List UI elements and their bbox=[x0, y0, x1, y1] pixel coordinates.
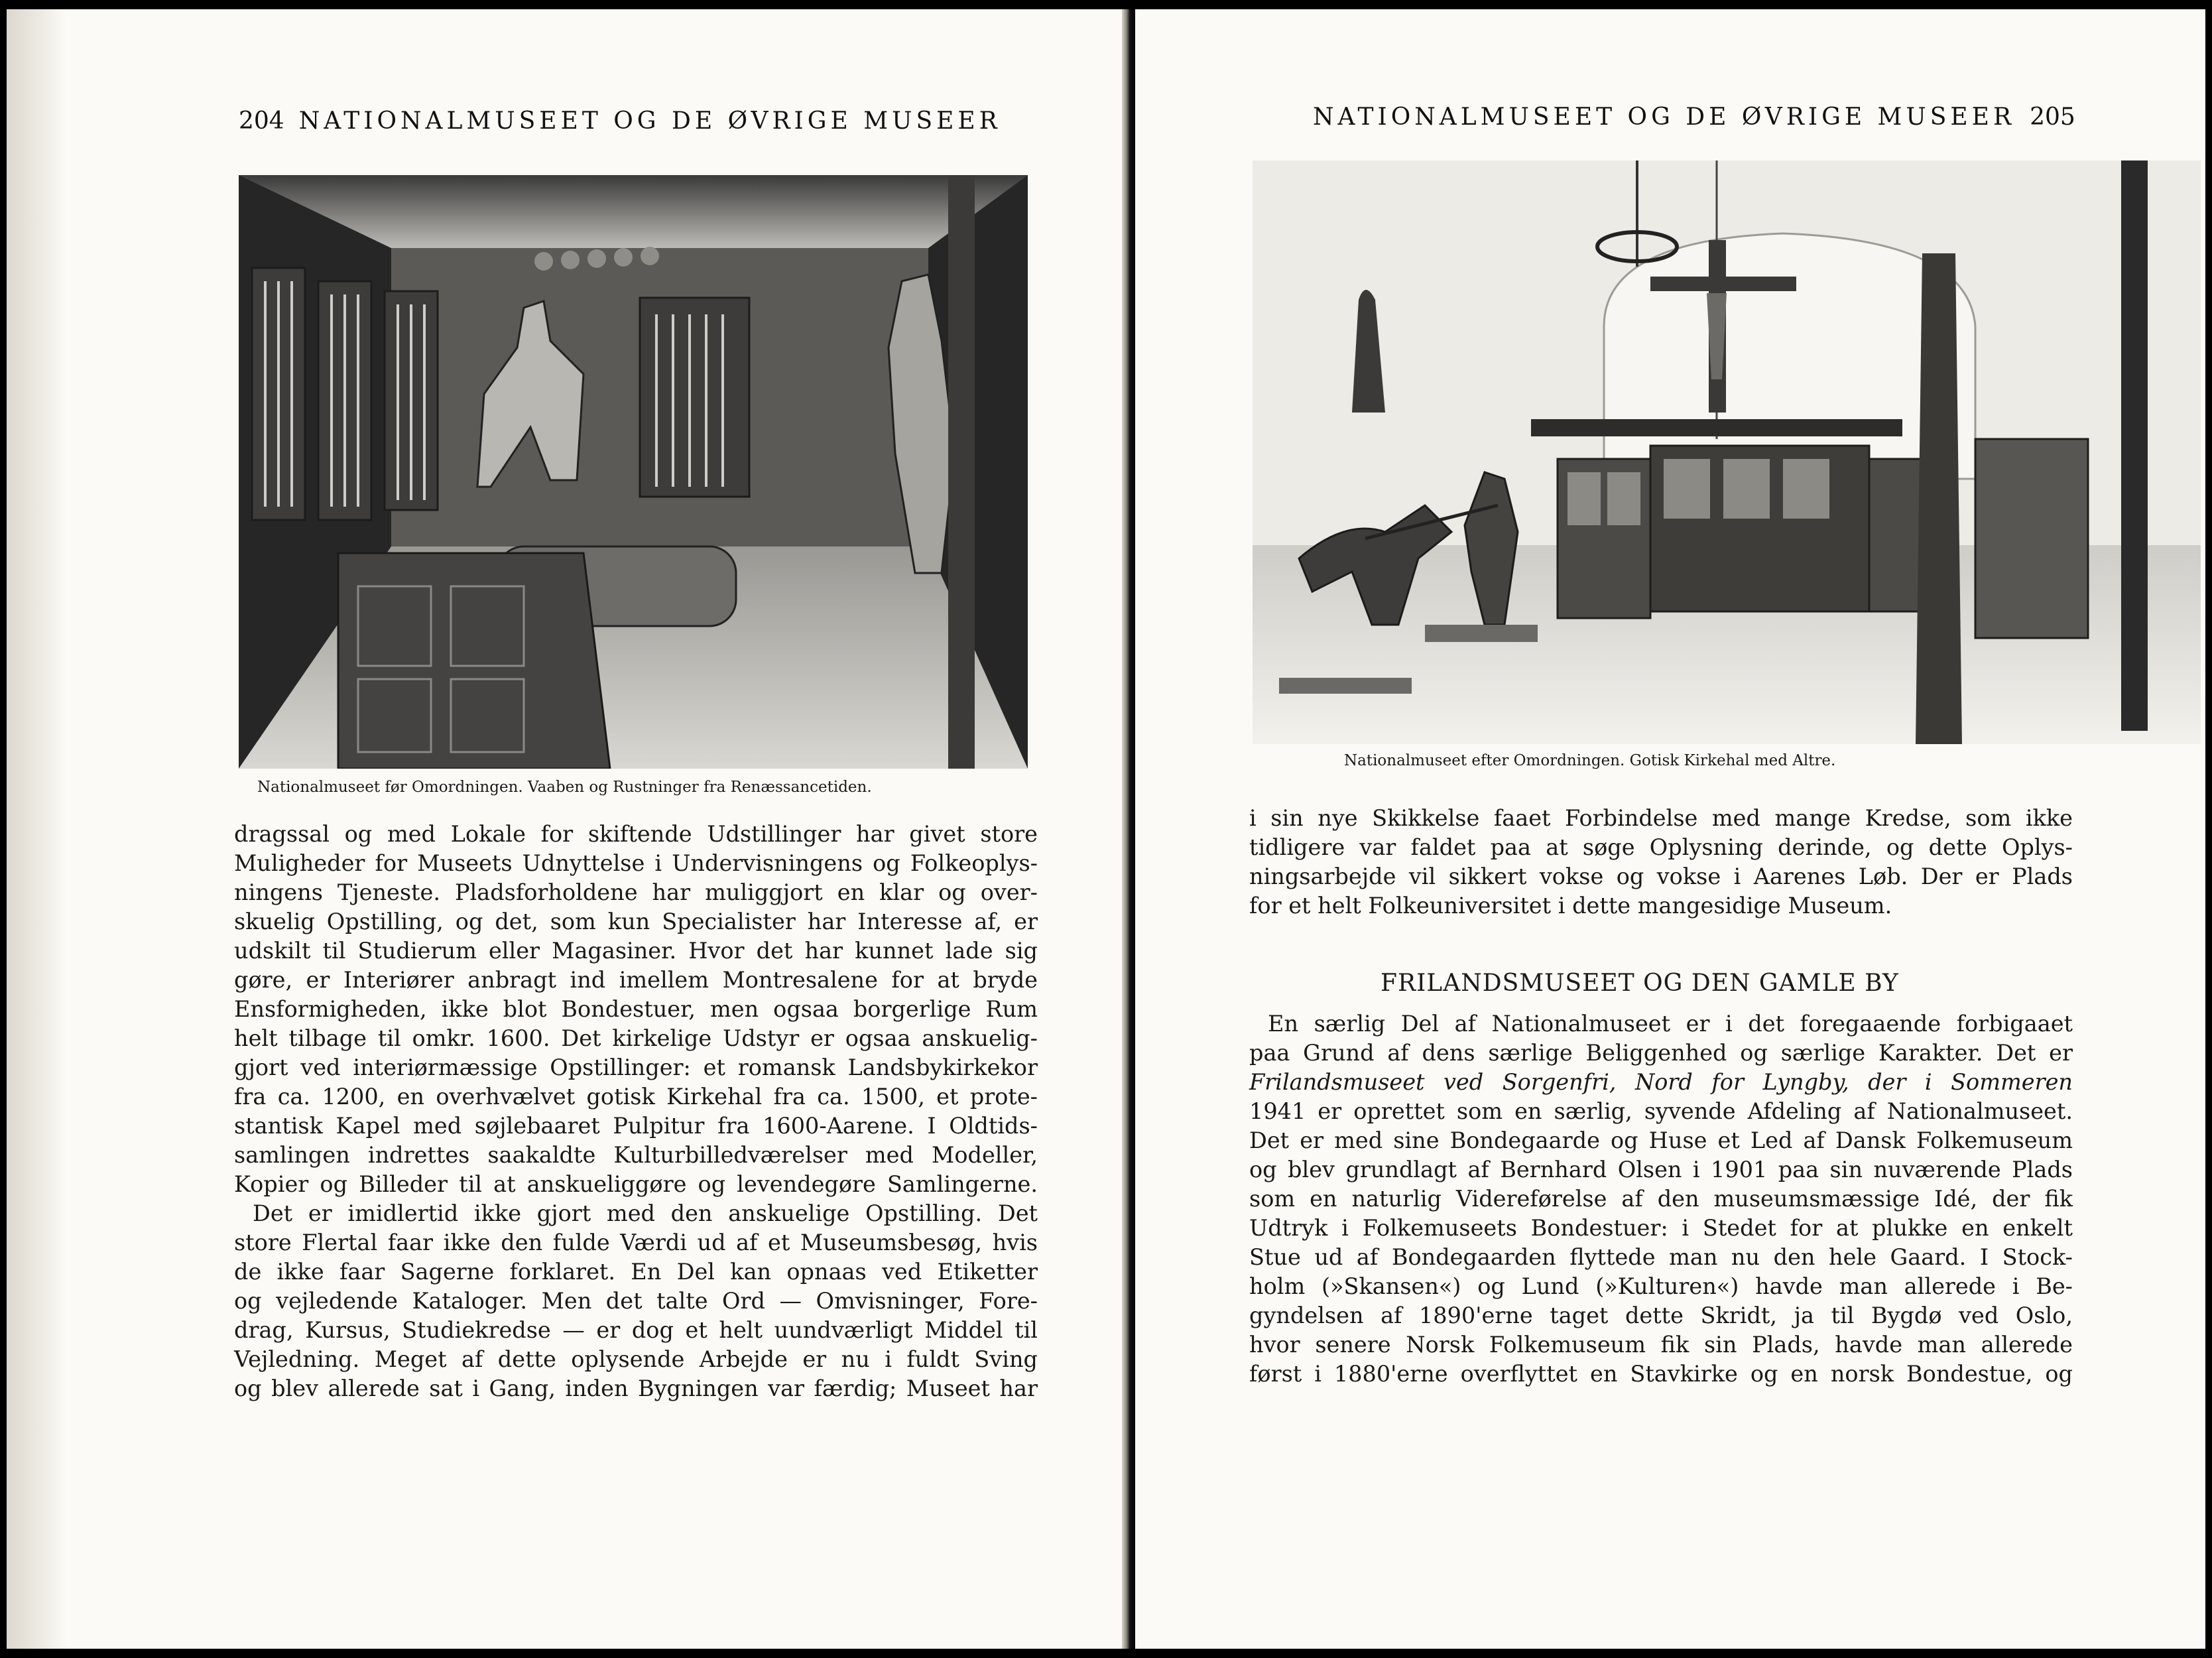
left-photo-caption: Nationalmuseet før Omordningen. Vaaben og Rustninger fra Renæssancetiden. bbox=[257, 779, 872, 796]
text-line: Kopier og Billeder til at anskueliggøre og levendegøre Samlingerne. bbox=[234, 1171, 1038, 1197]
text-line: store Flertal faar ikke den fulde Værdi ud af et Museumsbesøg, hvis bbox=[234, 1230, 1038, 1255]
page-number: 204 bbox=[239, 107, 284, 135]
text-line: først i 1880'erne overflyttet en Stavkirke og en norsk Bondestue, og bbox=[1249, 1361, 2073, 1387]
left-page bbox=[7, 9, 1122, 1649]
right-photo-caption: Nationalmuseet efter Omordningen. Gotisk Kirkehal med Altre. bbox=[1344, 752, 1836, 769]
right-running-head bbox=[1313, 103, 2075, 131]
section-heading: FRILANDSMUSEET OG DEN GAMLE BY bbox=[1381, 970, 1899, 997]
text-line: En særlig Del af Nationalmuseet er i det foregaaende forbigaaet bbox=[1268, 1011, 2073, 1037]
page-number: 205 bbox=[2030, 103, 2075, 131]
right-body-text-bottom bbox=[1249, 1009, 2073, 1389]
text-line: Stue ud af Bondegaarden flyttede man nu den hele Gaard. I Stock- bbox=[1249, 1244, 2073, 1270]
text-line: Frilandsmuseet ved Sorgenfri, Nord for Lyngby, der i Sommeren bbox=[1249, 1069, 2073, 1095]
text-line: dragssal og med Lokale for skiftende Udstillinger har givet store bbox=[234, 821, 1038, 847]
text-line: fra ca. 1200, en overhvælvet gotisk Kirkehal fra ca. 1500, et prote- bbox=[234, 1084, 1038, 1110]
text-line: i sin nye Skikkelse faaet Forbindelse med mange Kredse, som ikke bbox=[1249, 805, 2073, 831]
running-head-title: NATIONALMUSEET OG DE ØVRIGE MUSEER bbox=[1313, 103, 2016, 131]
text-line: og blev allerede sat i Gang, inden Bygningen var færdig; Museet har bbox=[234, 1375, 1038, 1401]
text-line: hvor senere Norsk Folkemuseum fik sin Plads, havde man allerede bbox=[1249, 1332, 2073, 1358]
text-line: skuelig Opstilling, og det, som kun Specialister har Interesse af, er bbox=[234, 909, 1038, 934]
text-line: stantisk Kapel med søjlebaaret Pulpitur fra 1600-Aarene. I Oldtids- bbox=[234, 1113, 1038, 1139]
text-line: de ikke faar Sagerne forklaret. En Del kan opnaas ved Etiketter bbox=[234, 1259, 1038, 1285]
left-running-head bbox=[239, 107, 1001, 135]
page-edge-shadow bbox=[7, 9, 66, 1649]
text-line: udskilt til Studierum eller Magasiner. Hvor det har kunnet lade sig bbox=[234, 938, 1038, 964]
text-line: Udtryk i Folkemuseets Bondestuer: i Stedet for at plukke en enkelt bbox=[1249, 1215, 2073, 1241]
text-line: og vejledende Kataloger. Men det talte Ord — Omvisninger, Fore- bbox=[234, 1288, 1038, 1314]
book-gutter bbox=[1122, 9, 1135, 1649]
text-line: drag, Kursus, Studiekredse — er dog et helt uundværligt Middel til bbox=[234, 1317, 1038, 1343]
text-line: Det er imidlertid ikke gjort med den anskuelige Opstilling. Det bbox=[253, 1200, 1038, 1226]
text-line: for et helt Folkeuniversitet i dette mangesidige Museum. bbox=[1249, 893, 1892, 919]
text-line: gøre, er Interiører anbragt ind imellem Montresalene for at bryde bbox=[234, 967, 1038, 993]
left-body-text bbox=[234, 820, 1038, 1403]
right-body-text-top bbox=[1249, 804, 2073, 921]
text-line: samlingen indrettes saakaldte Kulturbilledværelser med Modeller, bbox=[234, 1142, 1038, 1168]
armory-photo bbox=[239, 175, 1028, 769]
right-page bbox=[1135, 9, 2205, 1649]
text-line: som en naturlig Videreførelse af den museumsmæssige Idé, der fik bbox=[1249, 1186, 2073, 1212]
text-line: og blev grundlagt af Bernhard Olsen i 1901 paa sin nuværende Plads bbox=[1249, 1157, 2073, 1182]
text-line: gyndelsen af 1890'erne taget dette Skridt, ja til Bygdø ved Oslo, bbox=[1249, 1303, 2073, 1328]
running-head-title: NATIONALMUSEET OG DE ØVRIGE MUSEER bbox=[298, 107, 1001, 135]
text-line: ningsarbejde vil sikkert vokse og vokse i Aarenes Løb. Der er Plads bbox=[1249, 863, 2073, 889]
text-line: Muligheder for Museets Udnyttelse i Undervisningens og Folkeoplys- bbox=[234, 850, 1038, 876]
text-line: holm (»Skansen«) og Lund (»Kulturen«) havde man allerede i Be- bbox=[1249, 1273, 2073, 1299]
armory-photo-illustration bbox=[239, 175, 1028, 769]
text-line: tidligere var faldet paa at søge Oplysning derinde, og dette Oplys- bbox=[1249, 834, 2073, 860]
text-line: Ensformigheden, ikke blot Bondestuer, men ogsaa borgerlige Rum bbox=[234, 996, 1038, 1022]
text-line: 1941 er oprettet som en særlig, syvende Afdeling af Nationalmuseet. bbox=[1249, 1098, 2073, 1124]
church-hall-photo-illustration bbox=[1253, 160, 2201, 744]
church-hall-photo bbox=[1253, 160, 2201, 744]
text-line: paa Grund af dens særlige Beliggenhed og særlige Karakter. Det er bbox=[1249, 1040, 2073, 1066]
text-line: Det er med sine Bondegaarde og Huse et Led af Dansk Folkemuseum bbox=[1249, 1127, 2073, 1153]
text-line: helt tilbage til omkr. 1600. Det kirkelige Udstyr er ogsaa anskuelig- bbox=[234, 1025, 1038, 1051]
text-line: Vejledning. Meget af dette oplysende Arbejde er nu i fuldt Sving bbox=[234, 1346, 1038, 1372]
text-line: gjort ved interiørmæssige Opstillinger: et romansk Landsbykirkekor bbox=[234, 1054, 1038, 1080]
text-line: ningens Tjeneste. Pladsforholdene har muliggjort en klar og over- bbox=[234, 879, 1038, 905]
